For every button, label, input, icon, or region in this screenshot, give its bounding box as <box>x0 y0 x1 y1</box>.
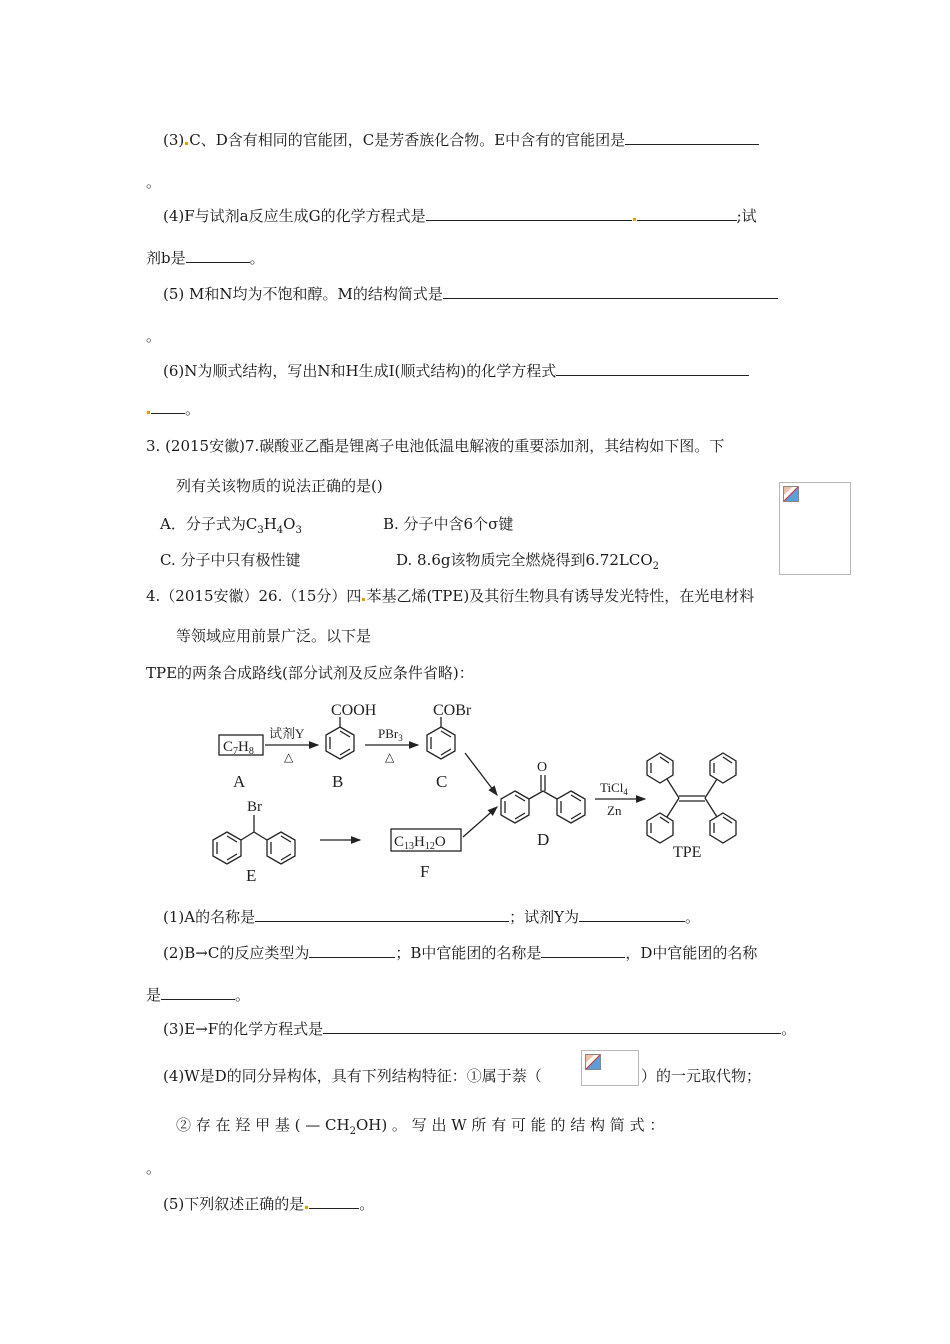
oxygen-label: O <box>537 760 548 775</box>
q3-stem: 3. (2015安徽)7.碳酸亚乙酯是锂离子电池低温电解液的重要添加剂，其结构如下图。下 <box>146 437 725 455</box>
naphthalene-image-placeholder <box>581 1050 639 1086</box>
q2-part3: (3) C、D含有相同的官能团，C是芳香族化合物。E中含有的官能团是 <box>163 129 759 150</box>
q4-part1: (1)A的名称是 ；试剂Y为 。 <box>163 908 701 926</box>
heat-symbol-2: △ <box>385 750 395 764</box>
q4-part3: (3)E→F的化学方程式是 。 <box>163 1020 797 1038</box>
label-a: A <box>233 772 246 791</box>
q2-part3-end: 。 <box>146 173 162 191</box>
arrow-f-d <box>463 807 497 837</box>
arrow-c-d <box>465 753 497 795</box>
answer-blank[interactable] <box>255 906 509 922</box>
q4-part4-b: ）的一元取代物； <box>641 1067 762 1085</box>
annotation-mark <box>305 1206 308 1209</box>
answer-blank[interactable] <box>186 247 250 263</box>
answer-blank[interactable] <box>323 1018 781 1034</box>
q4-part5: (5)下列叙述正确的是 。 <box>163 1195 375 1213</box>
annotation-mark <box>185 142 188 145</box>
label-c: C <box>436 772 448 791</box>
q4-stem: 4.（2015安徽）26.（15分）四 苯基乙烯(TPE)及其衍生物具有诱导发光特性，在光电材料 <box>146 587 755 605</box>
group-cooh: COOH <box>331 702 377 719</box>
reagent-zn: Zn <box>607 803 622 818</box>
q3-option-c: C. 分子中只有极性键 <box>160 551 301 569</box>
answer-blank[interactable] <box>151 398 185 414</box>
answer-blank[interactable] <box>556 360 749 376</box>
q4-part4-cont: ② 存 在 羟 甲 基 ( — $CH_2OH$) 。 写 出 W 所 有 可 能 的 结 构 简 式 ： <box>176 1116 665 1137</box>
group-cobr: COBr <box>433 702 472 719</box>
q3-option-d: D. 8.6g该物质完全燃烧得到$6.72LCO_2$ <box>396 551 659 572</box>
answer-blank[interactable] <box>541 942 625 958</box>
annotation-mark <box>362 598 365 601</box>
reagent-ticl4: TiCl$_4$ <box>600 780 628 797</box>
annotation-mark <box>147 411 150 414</box>
answer-blank[interactable] <box>161 984 235 1000</box>
structure-image-placeholder <box>779 482 851 575</box>
q2-part5-end: 。 <box>146 327 162 345</box>
q2-part4: (4)F与试剂a反应生成G的化学方程式是 ;试 <box>163 207 757 225</box>
answer-blank[interactable] <box>426 205 632 221</box>
synthesis-scheme <box>195 695 755 895</box>
annotation-mark <box>633 218 636 221</box>
answer-blank[interactable] <box>637 205 737 221</box>
answer-blank[interactable] <box>579 906 685 922</box>
formula-a: $C_7H_8$ <box>223 739 254 757</box>
q4-part2-cont: 是 。 <box>146 986 251 1004</box>
broken-image-icon <box>585 1054 601 1070</box>
heat-symbol-1: △ <box>284 750 294 764</box>
q3-stem-cont: 列有关该物质的说法正确的是() <box>176 477 383 495</box>
q4-stem-cont2: TPE的两条合成路线(部分试剂及反应条件省略)： <box>146 664 474 682</box>
broken-image-icon <box>783 486 799 502</box>
q2-part6-end: 。 <box>146 398 200 419</box>
q3-option-a: A．分子式为$C_3H_4O_3$ <box>160 515 302 536</box>
answer-blank[interactable] <box>309 1193 359 1209</box>
q3-option-b: B. 分子中含6个σ键 <box>383 515 514 533</box>
group-br: Br <box>247 799 262 815</box>
label-tpe: TPE <box>673 844 702 861</box>
q4-part2: (2)B→C的反应类型为 ；B中官能团的名称是 ，D中官能团的名称 <box>163 944 758 962</box>
reagent-y: 试剂Y <box>269 726 305 741</box>
q4-part4: (4)W是D的同分异构体，具有下列结构特征：①属于萘（ <box>163 1067 542 1085</box>
formula-f: $C_{13}H_{12}O$ <box>394 834 446 852</box>
answer-blank[interactable] <box>625 129 759 145</box>
answer-blank[interactable] <box>443 283 778 299</box>
q2-part4-cont: 剂b是 。 <box>146 249 265 267</box>
label-e: E <box>246 866 257 885</box>
q2-part6: (6)N为顺式结构，写出N和H生成I(顺式结构)的化学方程式 <box>163 360 749 381</box>
label-d: D <box>537 830 550 849</box>
q2-part5: (5) M和N均为不饱和醇。M的结构简式是 <box>163 283 778 304</box>
q4-part4-end: 。 <box>146 1159 162 1177</box>
label-f: F <box>420 862 430 881</box>
q4-stem-cont: 等领域应用前景广泛。以下是 <box>176 627 372 645</box>
label-b: B <box>332 772 344 791</box>
answer-blank[interactable] <box>309 942 395 958</box>
reagent-pbr3: PBr$_3$ <box>378 726 403 743</box>
